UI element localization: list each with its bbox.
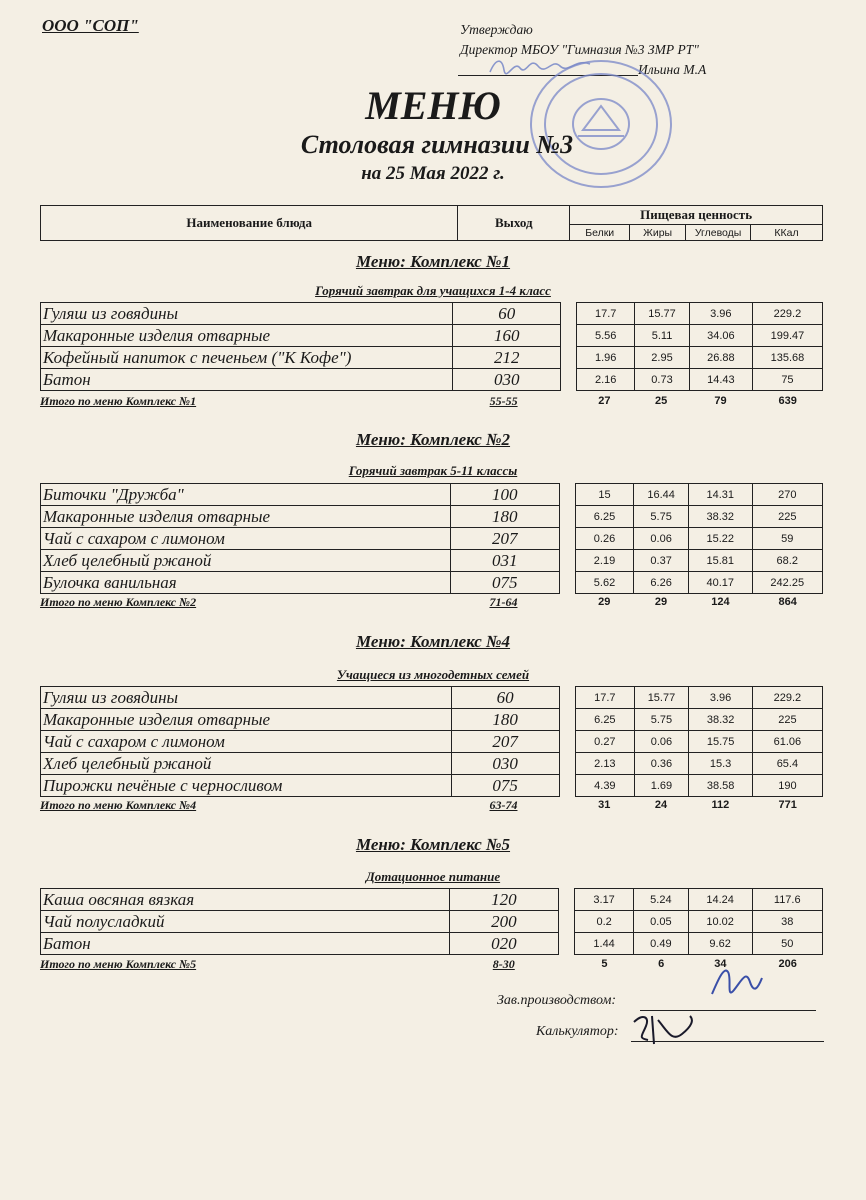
section-title: Меню: Комплекс №4 xyxy=(355,632,511,651)
table-row xyxy=(41,484,823,506)
dish-fats: 0.36 xyxy=(634,753,689,775)
dish-fats: 0.73 xyxy=(635,369,690,391)
total-row xyxy=(40,393,823,409)
total-kcal: 206 xyxy=(778,958,797,970)
organization-name: ООО "СОП" xyxy=(42,16,139,35)
total-row xyxy=(40,594,823,610)
dish-name: Гуляш из говядины xyxy=(41,687,452,709)
total-proteins: 27 xyxy=(598,395,611,407)
dish-fats: 16.44 xyxy=(634,484,689,506)
total-kcal: 639 xyxy=(778,395,797,407)
dish-kcal: 65.4 xyxy=(752,753,822,775)
dish-fats: 0.49 xyxy=(633,933,688,955)
dish-kcal: 117.6 xyxy=(752,889,823,911)
column-gap xyxy=(559,731,575,753)
dish-kcal: 75 xyxy=(752,369,822,391)
dish-proteins: 2.19 xyxy=(575,550,633,572)
total-fats: 25 xyxy=(655,395,668,407)
dish-proteins: 17.7 xyxy=(576,687,634,709)
dish-carbs: 34.06 xyxy=(689,325,752,347)
dish-name: Чай с сахаром с лимоном xyxy=(41,528,451,550)
table-row xyxy=(41,753,823,775)
dish-kcal: 50 xyxy=(752,933,823,955)
table-row xyxy=(41,687,823,709)
dish-name: Хлеб целебный ржаной xyxy=(41,753,452,775)
total-label: Итого по меню Комплекс №1 xyxy=(40,393,197,408)
column-gap xyxy=(561,325,577,347)
table-row xyxy=(41,506,823,528)
dish-proteins: 17.7 xyxy=(577,303,635,325)
dish-carbs: 38.32 xyxy=(689,506,752,528)
column-gap xyxy=(559,528,575,550)
column-gap xyxy=(559,956,576,972)
dish-fats: 5.24 xyxy=(633,889,688,911)
approval-line-2: Директор МБОУ "Гимназия №3 ЗМР РТ" xyxy=(460,42,699,57)
column-gap xyxy=(561,303,577,325)
total-output: 55-55 xyxy=(489,393,518,408)
dish-output: 60 xyxy=(453,303,561,325)
dish-kcal: 135.68 xyxy=(752,347,822,369)
dish-carbs: 9.62 xyxy=(688,933,752,955)
dish-kcal: 38 xyxy=(752,911,823,933)
dish-fats: 6.26 xyxy=(634,572,689,594)
dish-name: Биточки "Дружба" xyxy=(41,484,451,506)
column-gap xyxy=(558,797,575,813)
table-row xyxy=(41,775,823,797)
dish-name: Батон xyxy=(41,369,453,391)
menu-table xyxy=(40,686,823,797)
dish-carbs: 38.32 xyxy=(689,709,752,731)
table-row xyxy=(41,933,823,955)
nutrition-column-header: Пищевая ценность xyxy=(570,206,823,225)
table-row xyxy=(41,528,823,550)
total-row xyxy=(40,797,823,813)
dish-name: Макаронные изделия отварные xyxy=(41,709,452,731)
total-proteins: 31 xyxy=(598,799,611,811)
dish-kcal: 225 xyxy=(752,506,822,528)
total-carbs: 79 xyxy=(714,395,727,407)
total-kcal: 864 xyxy=(778,596,797,608)
dish-kcal: 229.2 xyxy=(752,303,822,325)
carbs-column-header: Углеводы xyxy=(686,225,751,241)
total-label: Итого по меню Комплекс №4 xyxy=(40,797,197,812)
dish-carbs: 15.3 xyxy=(689,753,752,775)
dish-carbs: 26.88 xyxy=(689,347,752,369)
dish-fats: 5.75 xyxy=(634,506,689,528)
dish-output: 207 xyxy=(451,731,559,753)
section-title: Меню: Комплекс №1 xyxy=(355,252,511,271)
dish-name: Чай полусладкий xyxy=(41,911,450,933)
dish-kcal: 68.2 xyxy=(752,550,822,572)
total-label: Итого по меню Комплекс №2 xyxy=(40,594,197,609)
section-subtitle: Горячий завтрак для учащихся 1-4 класс xyxy=(315,283,551,298)
director-name: Ильина М.А xyxy=(638,62,707,77)
dish-fats: 0.06 xyxy=(634,731,689,753)
column-gap xyxy=(558,594,575,610)
dish-kcal: 190 xyxy=(752,775,822,797)
dish-output: 207 xyxy=(451,528,559,550)
column-gap xyxy=(558,933,574,955)
fats-column-header: Жиры xyxy=(630,225,686,241)
dish-carbs: 14.31 xyxy=(689,484,752,506)
dish-kcal: 59 xyxy=(752,528,822,550)
proteins-column-header: Белки xyxy=(570,225,630,241)
column-gap xyxy=(559,484,575,506)
table-row xyxy=(41,911,823,933)
dish-fats: 2.95 xyxy=(635,347,690,369)
dish-proteins: 0.27 xyxy=(576,731,634,753)
column-gap xyxy=(558,889,574,911)
table-row xyxy=(41,731,823,753)
dish-proteins: 15 xyxy=(575,484,633,506)
dish-carbs: 10.02 xyxy=(688,911,752,933)
dish-carbs: 3.96 xyxy=(689,303,752,325)
table-row xyxy=(41,303,823,325)
column-gap xyxy=(558,393,575,409)
output-column-header: Выход xyxy=(458,206,570,241)
dish-proteins: 0.26 xyxy=(575,528,633,550)
total-fats: 24 xyxy=(654,799,668,811)
table-row xyxy=(41,550,823,572)
dish-output: 075 xyxy=(451,572,559,594)
dish-proteins: 4.39 xyxy=(576,775,634,797)
section-subtitle: Учащиеся из многодетных семей xyxy=(336,667,530,682)
dish-name: Булочка ванильная xyxy=(41,572,451,594)
dish-name: Гуляш из говядины xyxy=(41,303,453,325)
dish-kcal: 229.2 xyxy=(752,687,822,709)
dish-output: 60 xyxy=(451,687,559,709)
table-row xyxy=(41,325,823,347)
calculator-signature xyxy=(628,1008,700,1052)
dish-name: Чай с сахаром с лимоном xyxy=(41,731,452,753)
dish-fats: 0.06 xyxy=(634,528,689,550)
total-fats: 29 xyxy=(654,596,668,608)
total-carbs: 124 xyxy=(711,596,730,608)
total-label: Итого по меню Комплекс №5 xyxy=(40,956,197,971)
dish-output: 180 xyxy=(451,709,559,731)
dish-proteins: 6.25 xyxy=(576,709,634,731)
dish-fats: 15.77 xyxy=(634,687,689,709)
dish-name: Хлеб целебный ржаной xyxy=(41,550,451,572)
table-row xyxy=(41,709,823,731)
dish-name: Батон xyxy=(41,933,450,955)
total-output: 71-64 xyxy=(489,594,518,609)
dish-carbs: 3.96 xyxy=(689,687,752,709)
column-gap xyxy=(559,775,575,797)
dish-output: 100 xyxy=(451,484,559,506)
dish-fats: 5.75 xyxy=(634,709,689,731)
dish-output: 160 xyxy=(453,325,561,347)
dish-kcal: 225 xyxy=(752,709,822,731)
column-gap xyxy=(558,911,574,933)
dish-output: 030 xyxy=(453,369,561,391)
column-gap xyxy=(559,753,575,775)
section-title: Меню: Комплекс №5 xyxy=(355,835,511,854)
dish-carbs: 14.24 xyxy=(688,889,752,911)
menu-table xyxy=(40,302,823,391)
dish-kcal: 199.47 xyxy=(752,325,822,347)
dish-carbs: 40.17 xyxy=(689,572,752,594)
dish-kcal: 242.25 xyxy=(752,572,822,594)
column-gap xyxy=(559,506,575,528)
dish-carbs: 14.43 xyxy=(689,369,752,391)
menu-table xyxy=(40,483,823,594)
column-gap xyxy=(561,347,577,369)
column-gap xyxy=(561,369,577,391)
dish-name: Пирожки печёные с черносливом xyxy=(41,775,452,797)
column-gap xyxy=(559,550,575,572)
dish-fats: 1.69 xyxy=(634,775,689,797)
table-row xyxy=(41,572,823,594)
dish-proteins: 6.25 xyxy=(575,506,633,528)
dish-proteins: 2.13 xyxy=(576,753,634,775)
total-output: 8-30 xyxy=(492,956,515,971)
table-row xyxy=(41,889,823,911)
dish-output: 200 xyxy=(449,911,558,933)
dish-output: 020 xyxy=(449,933,558,955)
dish-carbs: 15.75 xyxy=(689,731,752,753)
dish-output: 075 xyxy=(451,775,559,797)
menu-date: на 25 Мая 2022 г. xyxy=(361,163,505,184)
total-carbs: 34 xyxy=(714,958,727,970)
dish-output: 031 xyxy=(451,550,559,572)
dish-proteins: 0.2 xyxy=(575,911,634,933)
canteen-name: Столовая гимназии №3 xyxy=(300,130,574,159)
dish-output: 030 xyxy=(451,753,559,775)
total-proteins: 5 xyxy=(601,958,608,970)
dish-proteins: 5.62 xyxy=(575,572,633,594)
section-subtitle: Горячий завтрак 5-11 классы xyxy=(348,463,518,478)
dish-fats: 5.11 xyxy=(635,325,690,347)
table-row xyxy=(41,347,823,369)
total-carbs: 112 xyxy=(711,799,730,811)
dish-proteins: 5.56 xyxy=(577,325,635,347)
dish-name: Каша овсяная вязкая xyxy=(41,889,450,911)
total-fats: 6 xyxy=(658,958,665,970)
dish-proteins: 1.96 xyxy=(577,347,635,369)
column-gap xyxy=(559,687,575,709)
dish-fats: 0.05 xyxy=(633,911,688,933)
dish-fats: 0.37 xyxy=(634,550,689,572)
dish-proteins: 2.16 xyxy=(577,369,635,391)
dish-column-header: Наименование блюда xyxy=(41,206,458,241)
dish-name: Макаронные изделия отварные xyxy=(41,506,451,528)
column-gap xyxy=(559,709,575,731)
page-title: МЕНЮ xyxy=(365,83,501,128)
dish-fats: 15.77 xyxy=(635,303,690,325)
total-kcal: 771 xyxy=(778,799,797,811)
production-manager-label: Зав.производством: xyxy=(497,993,617,1008)
table-row xyxy=(41,369,823,391)
dish-kcal: 270 xyxy=(752,484,822,506)
dish-proteins: 1.44 xyxy=(575,933,634,955)
section-title: Меню: Комплекс №2 xyxy=(355,430,511,449)
dish-carbs: 38.58 xyxy=(689,775,752,797)
dish-proteins: 3.17 xyxy=(575,889,634,911)
dish-carbs: 15.22 xyxy=(689,528,752,550)
dish-carbs: 15.81 xyxy=(689,550,752,572)
dish-output: 120 xyxy=(449,889,558,911)
dish-output: 180 xyxy=(451,506,559,528)
column-gap xyxy=(559,572,575,594)
total-output: 63-74 xyxy=(489,797,518,812)
calculator-label: Калькулятор: xyxy=(536,1024,619,1039)
section-subtitle: Дотационное питание xyxy=(365,869,501,884)
dish-output: 212 xyxy=(453,347,561,369)
signature-scribble xyxy=(706,960,766,1006)
kcal-column-header: ККал xyxy=(751,225,823,241)
approval-line-1: Утверждаю xyxy=(460,22,533,37)
dish-name: Кофейный напиток с печеньем ("К Кофе") xyxy=(41,347,453,369)
menu-table xyxy=(40,888,823,955)
total-proteins: 29 xyxy=(598,596,611,608)
column-header-table xyxy=(40,205,823,241)
dish-name: Макаронные изделия отварные xyxy=(41,325,453,347)
dish-kcal: 61.06 xyxy=(752,731,822,753)
